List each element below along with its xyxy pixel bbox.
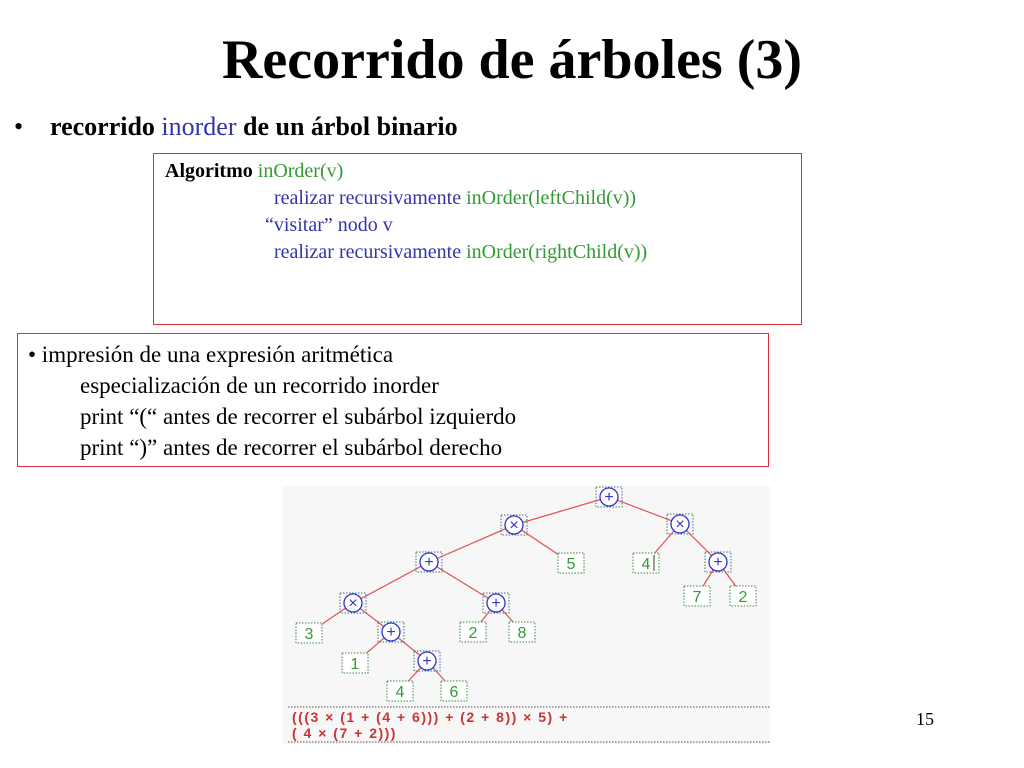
svg-text:+: + [604, 489, 614, 506]
svg-text:×: × [348, 595, 358, 612]
svg-text:1: 1 [350, 656, 360, 673]
operand-node [342, 653, 368, 673]
operator-node [667, 514, 693, 534]
svg-text:+: + [386, 624, 396, 641]
operand-node [633, 553, 659, 573]
algorithm-box [153, 153, 802, 325]
algorithm-line-2 [274, 185, 636, 212]
algorithm-name: inOrder(v) [257, 160, 344, 182]
algorithm-line-4-text: realizar recursivamente [274, 241, 462, 263]
expression-tree-svg [282, 486, 770, 744]
algorithm-line-3: “visitar” nodo v [265, 214, 393, 236]
operand-node [460, 622, 486, 642]
svg-text:+: + [713, 554, 723, 571]
note-line-1: • impresión de una expresión aritmética [28, 342, 394, 367]
bullet-post: de un árbol binario [243, 112, 458, 141]
svg-text:4: 4 [395, 684, 405, 701]
svg-text:2: 2 [468, 625, 478, 642]
svg-text:8: 8 [517, 625, 527, 642]
operator-node [596, 487, 622, 507]
operator-node [416, 552, 442, 572]
note-line-4: print “)” antes de recorrer el subárbol derecho [80, 435, 503, 460]
svg-text:4: 4 [641, 556, 651, 573]
svg-text:7: 7 [692, 589, 702, 606]
bullet-symbol: • [14, 112, 24, 141]
svg-text:+: + [422, 653, 432, 670]
operator-node [501, 515, 527, 535]
note-line-3: print “(“ antes de recorrer el subárbol izquierdo [80, 404, 517, 429]
expression-line-1: (((3 × (1 + (4 + 6))) + (2 + 8)) × 5) + [292, 709, 569, 725]
operand-node [296, 623, 322, 643]
svg-text:+: + [424, 554, 434, 571]
bullet-heading [14, 112, 458, 142]
bullet-pre: recorrido [50, 112, 155, 141]
expression-line-2: ( 4 × (7 + 2))) [292, 725, 397, 741]
note-line-2: especialización de un recorrido inorder [80, 373, 439, 398]
slide-title: Recorrido de árboles (3) [221, 29, 803, 91]
svg-text:2: 2 [738, 589, 748, 606]
algorithm-keyword: Algoritmo [165, 160, 253, 182]
algorithm-line-4 [274, 239, 647, 266]
svg-text:5: 5 [566, 556, 576, 573]
algorithm-line-2-call: inOrder(leftChild(v)) [466, 187, 637, 209]
operator-node [483, 593, 509, 613]
svg-text:+: + [491, 595, 501, 612]
operand-node [509, 622, 535, 642]
notes-box [17, 333, 769, 467]
expression-tree-figure [282, 486, 770, 744]
svg-text:×: × [509, 517, 519, 534]
bullet-highlight: inorder [161, 112, 237, 141]
operand-node [441, 681, 467, 701]
svg-text:3: 3 [304, 626, 314, 643]
operand-node [558, 553, 584, 573]
svg-text:×: × [675, 516, 685, 533]
algorithm-line-1 [165, 158, 343, 185]
algorithm-line-2-text: realizar recursivamente [274, 187, 462, 209]
svg-text:6: 6 [449, 684, 459, 701]
operand-node [684, 586, 710, 606]
page-number: 15 [916, 709, 934, 729]
operand-node [387, 681, 413, 701]
algorithm-line-4-call: inOrder(rightChild(v)) [466, 241, 648, 263]
operator-node [705, 552, 731, 572]
operand-node [730, 586, 756, 606]
